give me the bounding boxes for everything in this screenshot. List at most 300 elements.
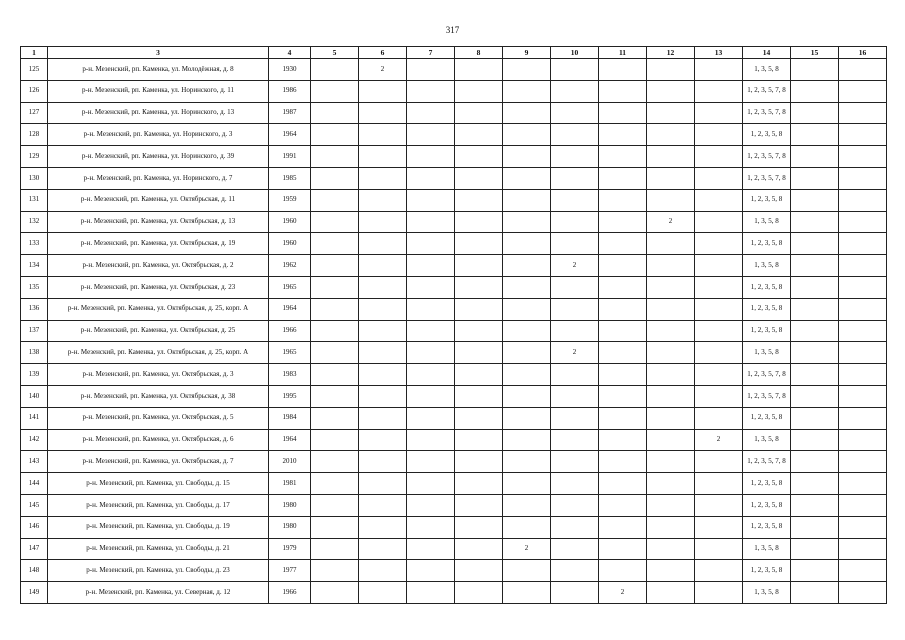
cell-col-12 — [647, 342, 695, 364]
cell-col-15 — [791, 255, 839, 277]
table-row — [21, 298, 887, 320]
cell-col-15 — [791, 233, 839, 255]
cell-col-13 — [695, 211, 743, 233]
cell-col-15 — [791, 560, 839, 582]
cell-col-5 — [311, 233, 359, 255]
table-row — [21, 276, 887, 298]
cell-col-10 — [551, 516, 599, 538]
cell-col-10 — [551, 473, 599, 495]
cell-col-12 — [647, 560, 695, 582]
cell-col-10 — [551, 124, 599, 146]
cell-col-13 — [695, 473, 743, 495]
cell-col-9 — [503, 320, 551, 342]
cell-col-7 — [407, 124, 455, 146]
cell-col-11 — [599, 451, 647, 473]
cell-col-7 — [407, 494, 455, 516]
column-header-1: 1 — [21, 47, 48, 59]
cell-col-3: р-н. Мезенский, рп. Каменка, ул. Октябрьская, д. 7 — [48, 451, 269, 473]
cell-col-1: 144 — [21, 473, 48, 495]
cell-col-4: 1930 — [269, 59, 311, 81]
cell-col-1: 146 — [21, 516, 48, 538]
cell-col-5 — [311, 102, 359, 124]
cell-col-1: 149 — [21, 582, 48, 604]
cell-col-12 — [647, 233, 695, 255]
cell-col-8 — [455, 385, 503, 407]
cell-col-8 — [455, 146, 503, 168]
cell-col-4: 1983 — [269, 364, 311, 386]
cell-col-16 — [839, 80, 887, 102]
cell-col-15 — [791, 167, 839, 189]
cell-col-9 — [503, 298, 551, 320]
cell-col-14: 1, 2, 3, 5, 7, 8 — [743, 146, 791, 168]
cell-col-4: 1977 — [269, 560, 311, 582]
cell-col-4: 1960 — [269, 211, 311, 233]
cell-col-11 — [599, 385, 647, 407]
cell-col-15 — [791, 342, 839, 364]
cell-col-7 — [407, 560, 455, 582]
cell-col-5 — [311, 516, 359, 538]
cell-col-3: р-н. Мезенский, рп. Каменка, ул. Норинского, д. 11 — [48, 80, 269, 102]
column-header-13: 13 — [695, 47, 743, 59]
cell-col-16 — [839, 320, 887, 342]
cell-col-1: 147 — [21, 538, 48, 560]
table-row — [21, 342, 887, 364]
cell-col-15 — [791, 211, 839, 233]
cell-col-16 — [839, 494, 887, 516]
cell-col-13 — [695, 255, 743, 277]
cell-col-10 — [551, 407, 599, 429]
cell-col-16 — [839, 473, 887, 495]
cell-col-3: р-н. Мезенский, рп. Каменка, ул. Октябрьская, д. 6 — [48, 429, 269, 451]
cell-col-16 — [839, 582, 887, 604]
cell-col-6 — [359, 342, 407, 364]
cell-col-12 — [647, 298, 695, 320]
cell-col-8 — [455, 582, 503, 604]
cell-col-13 — [695, 560, 743, 582]
cell-col-3: р-н. Мезенский, рп. Каменка, ул. Октябрьская, д. 3 — [48, 364, 269, 386]
table-row — [21, 494, 887, 516]
cell-col-6 — [359, 385, 407, 407]
cell-col-13 — [695, 516, 743, 538]
cell-col-11 — [599, 80, 647, 102]
header-row — [21, 47, 887, 59]
cell-col-10 — [551, 538, 599, 560]
cell-col-13 — [695, 59, 743, 81]
cell-col-15 — [791, 80, 839, 102]
cell-col-5 — [311, 473, 359, 495]
cell-col-9 — [503, 233, 551, 255]
cell-col-7 — [407, 342, 455, 364]
cell-col-16 — [839, 407, 887, 429]
cell-col-6 — [359, 451, 407, 473]
cell-col-5 — [311, 80, 359, 102]
cell-col-11 — [599, 146, 647, 168]
cell-col-3: р-н. Мезенский, рп. Каменка, ул. Октябрьская, д. 11 — [48, 189, 269, 211]
cell-col-1: 141 — [21, 407, 48, 429]
table-row — [21, 189, 887, 211]
cell-col-11 — [599, 342, 647, 364]
cell-col-6 — [359, 364, 407, 386]
cell-col-5 — [311, 407, 359, 429]
cell-col-13 — [695, 146, 743, 168]
cell-col-9 — [503, 102, 551, 124]
cell-col-5 — [311, 59, 359, 81]
cell-col-5 — [311, 211, 359, 233]
cell-col-1: 134 — [21, 255, 48, 277]
cell-col-3: р-н. Мезенский, рп. Каменка, ул. Норинского, д. 39 — [48, 146, 269, 168]
cell-col-16 — [839, 102, 887, 124]
cell-col-12 — [647, 473, 695, 495]
cell-col-8 — [455, 538, 503, 560]
cell-col-14: 1, 2, 3, 5, 8 — [743, 124, 791, 146]
cell-col-13 — [695, 494, 743, 516]
cell-col-8 — [455, 255, 503, 277]
column-header-16: 16 — [839, 47, 887, 59]
cell-col-9 — [503, 407, 551, 429]
cell-col-5 — [311, 189, 359, 211]
cell-col-7 — [407, 255, 455, 277]
cell-col-11 — [599, 494, 647, 516]
cell-col-12 — [647, 124, 695, 146]
cell-col-3: р-н. Мезенский, рп. Каменка, ул. Свободы, д. 15 — [48, 473, 269, 495]
cell-col-10 — [551, 385, 599, 407]
cell-col-3: р-н. Мезенский, рп. Каменка, ул. Свободы, д. 21 — [48, 538, 269, 560]
cell-col-11 — [599, 233, 647, 255]
cell-col-9 — [503, 211, 551, 233]
cell-col-8 — [455, 364, 503, 386]
cell-col-9 — [503, 560, 551, 582]
cell-col-13 — [695, 80, 743, 102]
cell-col-14: 1, 2, 3, 5, 8 — [743, 298, 791, 320]
cell-col-16 — [839, 298, 887, 320]
cell-col-15 — [791, 124, 839, 146]
table-body — [21, 59, 887, 604]
cell-col-10 — [551, 320, 599, 342]
cell-col-13 — [695, 451, 743, 473]
cell-col-6 — [359, 211, 407, 233]
cell-col-10 — [551, 494, 599, 516]
cell-col-8 — [455, 233, 503, 255]
cell-col-5 — [311, 451, 359, 473]
cell-col-15 — [791, 385, 839, 407]
cell-col-11 — [599, 189, 647, 211]
cell-col-16 — [839, 124, 887, 146]
cell-col-12 — [647, 80, 695, 102]
cell-col-7 — [407, 59, 455, 81]
cell-col-15 — [791, 276, 839, 298]
cell-col-4: 1984 — [269, 407, 311, 429]
cell-col-16 — [839, 189, 887, 211]
cell-col-6: 2 — [359, 59, 407, 81]
cell-col-6 — [359, 560, 407, 582]
table-row — [21, 102, 887, 124]
cell-col-12 — [647, 429, 695, 451]
cell-col-4: 1959 — [269, 189, 311, 211]
cell-col-12 — [647, 385, 695, 407]
cell-col-4: 1964 — [269, 429, 311, 451]
cell-col-5 — [311, 560, 359, 582]
cell-col-16 — [839, 364, 887, 386]
cell-col-1: 127 — [21, 102, 48, 124]
cell-col-11 — [599, 276, 647, 298]
cell-col-4: 1966 — [269, 320, 311, 342]
table-row — [21, 385, 887, 407]
cell-col-6 — [359, 124, 407, 146]
cell-col-16 — [839, 146, 887, 168]
table-row — [21, 407, 887, 429]
cell-col-9 — [503, 494, 551, 516]
cell-col-4: 1995 — [269, 385, 311, 407]
cell-col-12 — [647, 59, 695, 81]
cell-col-7 — [407, 385, 455, 407]
cell-col-9 — [503, 385, 551, 407]
cell-col-11 — [599, 364, 647, 386]
cell-col-9 — [503, 80, 551, 102]
cell-col-10 — [551, 211, 599, 233]
cell-col-15 — [791, 538, 839, 560]
table-row — [21, 320, 887, 342]
column-header-4: 4 — [269, 47, 311, 59]
cell-col-1: 140 — [21, 385, 48, 407]
cell-col-13 — [695, 364, 743, 386]
cell-col-5 — [311, 167, 359, 189]
cell-col-7 — [407, 429, 455, 451]
cell-col-1: 145 — [21, 494, 48, 516]
cell-col-13 — [695, 320, 743, 342]
cell-col-15 — [791, 146, 839, 168]
cell-col-10 — [551, 80, 599, 102]
cell-col-10 — [551, 364, 599, 386]
cell-col-12 — [647, 102, 695, 124]
cell-col-16 — [839, 59, 887, 81]
cell-col-14: 1, 2, 3, 5, 8 — [743, 233, 791, 255]
cell-col-8 — [455, 451, 503, 473]
cell-col-14: 1, 3, 5, 8 — [743, 211, 791, 233]
cell-col-16 — [839, 276, 887, 298]
cell-col-1: 142 — [21, 429, 48, 451]
cell-col-5 — [311, 342, 359, 364]
cell-col-8 — [455, 342, 503, 364]
cell-col-8 — [455, 59, 503, 81]
cell-col-3: р-н. Мезенский, рп. Каменка, ул. Норинского, д. 3 — [48, 124, 269, 146]
cell-col-14: 1, 3, 5, 8 — [743, 538, 791, 560]
cell-col-16 — [839, 211, 887, 233]
cell-col-8 — [455, 102, 503, 124]
cell-col-13 — [695, 124, 743, 146]
cell-col-1: 135 — [21, 276, 48, 298]
cell-col-6 — [359, 146, 407, 168]
cell-col-16 — [839, 233, 887, 255]
cell-col-11 — [599, 298, 647, 320]
cell-col-12 — [647, 146, 695, 168]
cell-col-10 — [551, 102, 599, 124]
table-row — [21, 429, 887, 451]
table-row — [21, 146, 887, 168]
cell-col-6 — [359, 538, 407, 560]
cell-col-13 — [695, 538, 743, 560]
cell-col-13 — [695, 189, 743, 211]
table-row — [21, 233, 887, 255]
cell-col-6 — [359, 429, 407, 451]
cell-col-14: 1, 2, 3, 5, 8 — [743, 189, 791, 211]
table-row — [21, 167, 887, 189]
cell-col-5 — [311, 255, 359, 277]
cell-col-11 — [599, 211, 647, 233]
cell-col-10: 2 — [551, 342, 599, 364]
cell-col-8 — [455, 276, 503, 298]
cell-col-4: 1980 — [269, 516, 311, 538]
cell-col-4: 1980 — [269, 494, 311, 516]
cell-col-13: 2 — [695, 429, 743, 451]
cell-col-7 — [407, 320, 455, 342]
cell-col-10 — [551, 189, 599, 211]
cell-col-10 — [551, 276, 599, 298]
cell-col-14: 1, 3, 5, 8 — [743, 429, 791, 451]
cell-col-7 — [407, 538, 455, 560]
cell-col-3: р-н. Мезенский, рп. Каменка, ул. Октябрьская, д. 23 — [48, 276, 269, 298]
cell-col-11 — [599, 473, 647, 495]
cell-col-4: 1979 — [269, 538, 311, 560]
cell-col-1: 148 — [21, 560, 48, 582]
cell-col-3: р-н. Мезенский, рп. Каменка, ул. Октябрьская, д. 2 — [48, 255, 269, 277]
cell-col-7 — [407, 364, 455, 386]
cell-col-14: 1, 3, 5, 8 — [743, 255, 791, 277]
cell-col-5 — [311, 298, 359, 320]
cell-col-3: р-н. Мезенский, рп. Каменка, ул. Октябрьская, д. 13 — [48, 211, 269, 233]
cell-col-6 — [359, 167, 407, 189]
cell-col-4: 1966 — [269, 582, 311, 604]
cell-col-12 — [647, 320, 695, 342]
cell-col-10 — [551, 298, 599, 320]
cell-col-5 — [311, 364, 359, 386]
cell-col-14: 1, 2, 3, 5, 7, 8 — [743, 102, 791, 124]
cell-col-5 — [311, 582, 359, 604]
cell-col-7 — [407, 167, 455, 189]
column-header-7: 7 — [407, 47, 455, 59]
cell-col-4: 1985 — [269, 167, 311, 189]
cell-col-11 — [599, 124, 647, 146]
cell-col-1: 143 — [21, 451, 48, 473]
cell-col-10 — [551, 59, 599, 81]
cell-col-15 — [791, 364, 839, 386]
cell-col-16 — [839, 167, 887, 189]
cell-col-14: 1, 2, 3, 5, 8 — [743, 320, 791, 342]
table-row — [21, 473, 887, 495]
cell-col-8 — [455, 494, 503, 516]
cell-col-1: 131 — [21, 189, 48, 211]
cell-col-14: 1, 2, 3, 5, 8 — [743, 276, 791, 298]
cell-col-8 — [455, 429, 503, 451]
cell-col-5 — [311, 385, 359, 407]
cell-col-10 — [551, 582, 599, 604]
cell-col-16 — [839, 385, 887, 407]
table-row — [21, 59, 887, 81]
cell-col-3: р-н. Мезенский, рп. Каменка, ул. Свободы, д. 17 — [48, 494, 269, 516]
cell-col-9 — [503, 473, 551, 495]
cell-col-4: 1965 — [269, 276, 311, 298]
column-header-6: 6 — [359, 47, 407, 59]
registry-table — [20, 46, 887, 604]
cell-col-12 — [647, 451, 695, 473]
cell-col-8 — [455, 560, 503, 582]
cell-col-9 — [503, 342, 551, 364]
cell-col-8 — [455, 473, 503, 495]
cell-col-6 — [359, 233, 407, 255]
cell-col-1: 130 — [21, 167, 48, 189]
cell-col-1: 125 — [21, 59, 48, 81]
cell-col-1: 126 — [21, 80, 48, 102]
cell-col-9 — [503, 516, 551, 538]
cell-col-8 — [455, 211, 503, 233]
cell-col-3: р-н. Мезенский, рп. Каменка, ул. Свободы, д. 19 — [48, 516, 269, 538]
cell-col-14: 1, 2, 3, 5, 8 — [743, 494, 791, 516]
cell-col-3: р-н. Мезенский, рп. Каменка, ул. Октябрьская, д. 5 — [48, 407, 269, 429]
cell-col-10 — [551, 560, 599, 582]
cell-col-5 — [311, 320, 359, 342]
cell-col-13 — [695, 582, 743, 604]
cell-col-13 — [695, 385, 743, 407]
cell-col-6 — [359, 582, 407, 604]
column-header-12: 12 — [647, 47, 695, 59]
cell-col-11 — [599, 167, 647, 189]
table-row — [21, 364, 887, 386]
cell-col-16 — [839, 451, 887, 473]
cell-col-6 — [359, 255, 407, 277]
cell-col-3: р-н. Мезенский, рп. Каменка, ул. Норинского, д. 7 — [48, 167, 269, 189]
cell-col-14: 1, 2, 3, 5, 7, 8 — [743, 385, 791, 407]
cell-col-7 — [407, 80, 455, 102]
cell-col-3: р-н. Мезенский, рп. Каменка, ул. Северная, д. 12 — [48, 582, 269, 604]
cell-col-4: 1965 — [269, 342, 311, 364]
cell-col-6 — [359, 494, 407, 516]
cell-col-6 — [359, 407, 407, 429]
cell-col-15 — [791, 102, 839, 124]
cell-col-15 — [791, 473, 839, 495]
cell-col-10 — [551, 429, 599, 451]
cell-col-15 — [791, 516, 839, 538]
cell-col-7 — [407, 298, 455, 320]
cell-col-13 — [695, 233, 743, 255]
table-row — [21, 124, 887, 146]
cell-col-9 — [503, 124, 551, 146]
cell-col-11 — [599, 538, 647, 560]
cell-col-9 — [503, 451, 551, 473]
cell-col-13 — [695, 102, 743, 124]
cell-col-7 — [407, 276, 455, 298]
cell-col-15 — [791, 582, 839, 604]
table-row — [21, 211, 887, 233]
cell-col-13 — [695, 407, 743, 429]
cell-col-16 — [839, 516, 887, 538]
cell-col-3: р-н. Мезенский, рп. Каменка, ул. Молодёжная, д. 8 — [48, 59, 269, 81]
cell-col-15 — [791, 494, 839, 516]
cell-col-4: 2010 — [269, 451, 311, 473]
cell-col-7 — [407, 102, 455, 124]
column-header-9: 9 — [503, 47, 551, 59]
cell-col-12 — [647, 516, 695, 538]
cell-col-9: 2 — [503, 538, 551, 560]
cell-col-8 — [455, 320, 503, 342]
cell-col-14: 1, 2, 3, 5, 7, 8 — [743, 364, 791, 386]
cell-col-11: 2 — [599, 582, 647, 604]
cell-col-7 — [407, 146, 455, 168]
column-header-10: 10 — [551, 47, 599, 59]
cell-col-3: р-н. Мезенский, рп. Каменка, ул. Октябрьская, д. 38 — [48, 385, 269, 407]
cell-col-1: 129 — [21, 146, 48, 168]
cell-col-4: 1960 — [269, 233, 311, 255]
cell-col-3: р-н. Мезенский, рп. Каменка, ул. Октябрьская, д. 25 — [48, 320, 269, 342]
cell-col-6 — [359, 189, 407, 211]
